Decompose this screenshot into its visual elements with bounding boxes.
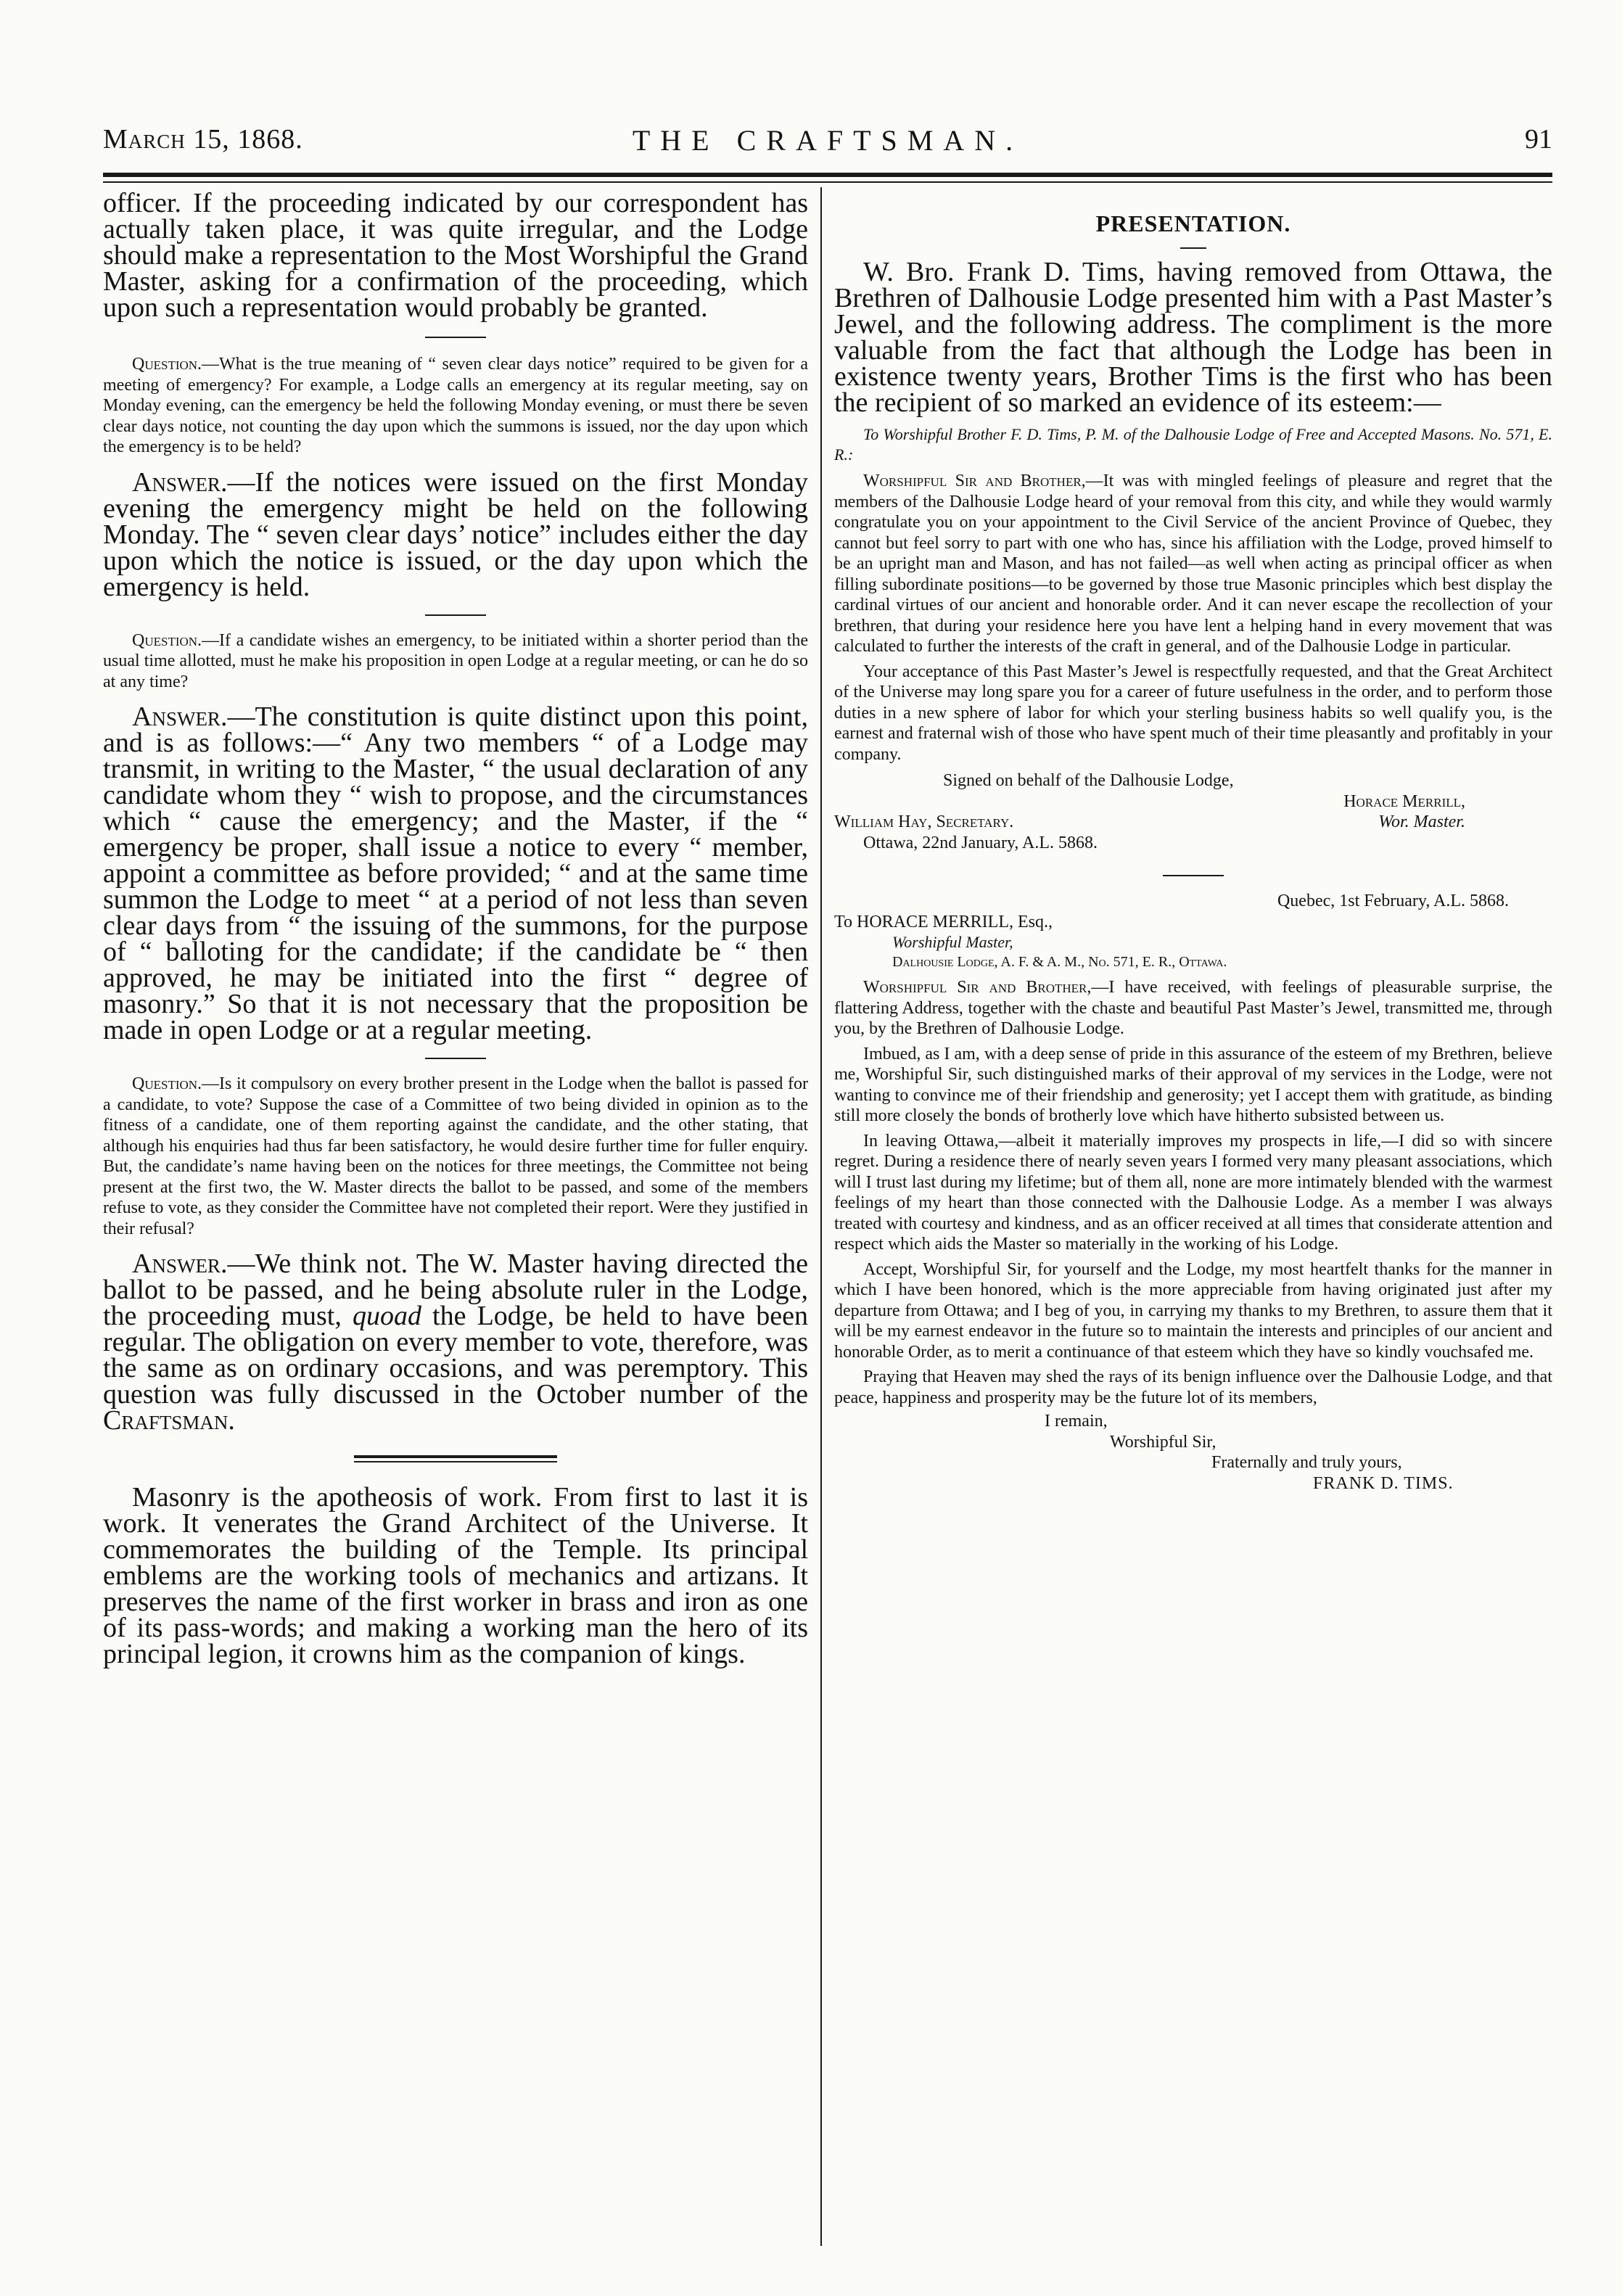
reply-recipient: To HORACE MERRILL, Esq., xyxy=(834,912,1053,931)
section-double-rule xyxy=(354,1455,557,1462)
reply-paragraph-5: Praying that Heaven may shed the rays of its benign influence over the Dalhousie Lodge, and that peace, happiness and prosperity may be the future lot of its members, xyxy=(834,1367,1552,1407)
question-3 xyxy=(103,1074,808,1239)
signed-date: Ottawa, 22nd January, A.L. 5868. xyxy=(863,833,1098,852)
section-rule xyxy=(425,337,486,338)
craftsman-ref: Craftsman. xyxy=(103,1405,235,1436)
answer-text-cont: the Lodge, be held to have been regular. The obligation on every member to vote, therefore, was the same as on ordinary occasions, and was peremptory. This question was fully discussed in the October number of the xyxy=(103,1301,808,1410)
answer-3 xyxy=(103,1248,808,1436)
reply-paragraph-2: Imbued, as I am, with a deep sense of pride in this assurance of the esteem of my Brethren, believe me, Worshipful Sir, such distinguished marks of their approval of my services in the Lodge, were not wanting to convince me of their friendship and generosity; yet I accept them with gratitude, as binding still more closely the bonds of brotherly love which have hitherto subsisted between us. xyxy=(834,1044,1552,1125)
reply-recipient-title: Worshipful Master, xyxy=(892,933,1013,951)
question-text: —Is it compulsory on every brother present in the Lodge when the ballot is passed for a candidate, to vote? Suppose the case of a Committee of two being divided in opinion as to the fitness of a candidate, one of them reporting against the candidate, and the other stating, that although his enquiries had thus far been satisfactory, he would desire further time for fuller enquiry. But, the candidate’s name having been on the notices for three meetings, the Committee not being present at the first two, the W. Master directs the ballot to be passed, and some of the members refuse to vote, as they consider the Committee have not completed their report. Were they justified in their refusal? xyxy=(103,1074,808,1238)
address-paragraph-1 xyxy=(834,471,1552,657)
masonry-paragraph: Masonry is the apotheosis of work. From first to last it is work. It venerates the Grand Architect of the Universe. It commemorates the building of the Temple. Its principal emblems are the working tools of mechanics and artizans. It preserves the name of the first worker in brass and iron as one of its pass-words; and making a working man the hero of its principal legion, it crowns him as the companion of kings. xyxy=(103,1482,808,1669)
publication-title: THE CRAFTSMAN. xyxy=(632,124,1024,157)
address-recipient: To Worshipful Brother F. D. Tims, P. M. of the Dalhousie Lodge of Free and Accepted Masons. No. 571, E. R.: xyxy=(834,425,1552,464)
closing-salutation: Worshipful Sir, xyxy=(1110,1432,1216,1452)
issue-date: March 15, 1868. xyxy=(103,124,303,155)
closing-signature: FRANK D. TIMS. xyxy=(1313,1473,1454,1493)
signature-row xyxy=(834,812,1552,833)
answer-1 xyxy=(103,466,808,602)
signed-line: Signed on behalf of the Dalhousie Lodge, xyxy=(943,771,1234,790)
header-rule-thin xyxy=(103,181,1552,183)
question-text: —If a candidate wishes an emergency, to be initiated within a shorter period than the usual time allotted, must he make his proposition in open Lodge at a regular meeting, or can he do so at any time? xyxy=(103,630,808,691)
secretary-signature: William Hay, Secretary. xyxy=(834,812,1014,831)
address-paragraph-2: Your acceptance of this Past Master’s Jewel is respectfully requested, and that the Great Architect of the Universe may long spare you for a career of future usefulness in the order, and to perform those duties in a new sphere of labor for which your sterling business habits so well qualify you, is the earnest and fraternal wish of those who have spent much of their time pleasantly and profitably in your company. xyxy=(834,662,1552,764)
question-text: —What is the true meaning of “ seven clear days notice” required to be given for a meeting of emergency? For example, a Lodge calls an emergency at its regular meeting, say on Monday evening, can the emergency be held the following Monday evening, or must there be seven clear days notice, not counting the day upon which the summons is issued, nor the day upon which the emergency is to be held? xyxy=(103,355,808,456)
column-divider xyxy=(820,187,822,2246)
reply-paragraph-4: Accept, Worshipful Sir, for yourself and the Lodge, my most heartfelt thanks for the manner in which I have been honored, which is the more appreciable from having originated just after my departure from Ottawa; and I beg of you, in carrying my thanks to my Brethren, to assure them that it will be my earnest endeavor in the future so to maintain the interests and principles of our ancient and honorable Order, as to merit a continuance of that esteem which they have so kindly vouchsafed me. xyxy=(834,1259,1552,1362)
answer-label: Answer. xyxy=(132,1248,228,1279)
reply-recipient-lodge: Dalhousie Lodge, A. F. & A. M., No. 571, E. R., Ottawa. xyxy=(892,954,1227,970)
section-rule xyxy=(425,614,486,616)
answer-text: —We think not. The W. Master having directed the ballot to be passed, and he being absolute ruler in the Lodge, the proceeding must, xyxy=(103,1248,808,1331)
presentation-heading: PRESENTATION. xyxy=(1095,210,1291,236)
question-1 xyxy=(103,354,808,458)
presentation-intro: W. Bro. Frank D. Tims, having removed from Ottawa, the Brethren of Dalhousie Lodge presented him with a Past Master’s Jewel, and the following address. The compliment is the more valuable from the fact that although the Lodge has been in existence twenty years, Brother Tims is the first who has been the recipient of so marked an evidence of its esteem:— xyxy=(834,257,1552,418)
question-label: Question. xyxy=(132,630,202,650)
signer-title: Wor. Master. xyxy=(1378,812,1465,831)
heading-rule xyxy=(1180,247,1206,249)
answer-text: —The constitution is quite distinct upon this point, and is as follows:—“ Any two members “ of a Lodge may transmit, in writing to the Master, “ the usual declaration of any candidate whom they “ wish to propose, and the circumstances which “ cause the emergency; and the Master, if the “ emergency be proper, shall issue a notice to every “ member, appoint a committee as before provided; “ and at the same time summon the Lodge to meet “ at a period of not less than seven clear days from “ the issuing of the summons, for the purpose of “ balloting for the candidate; if the candidate be “ then approved, he may be initiated into the first “ degree of masonry.” So that it is not necessary that the proposition be made in open Lodge or at a regular meeting. xyxy=(103,701,808,1045)
section-rule xyxy=(1163,875,1224,876)
answer-2 xyxy=(103,701,808,1045)
header-rule-thick xyxy=(103,173,1552,177)
answer-quoad: quoad xyxy=(352,1301,421,1331)
closing-fraternally: Fraternally and truly yours, xyxy=(1211,1453,1402,1472)
right-column xyxy=(834,190,1552,1494)
question-label: Question. xyxy=(132,355,202,374)
reply-date: Quebec, 1st February, A.L. 5868. xyxy=(1277,892,1509,910)
question-2 xyxy=(103,630,808,693)
answer-label: Answer. xyxy=(132,466,228,498)
closing-remain: I remain, xyxy=(1045,1412,1108,1431)
reply-paragraph-1 xyxy=(834,977,1552,1040)
section-rule xyxy=(425,1058,486,1059)
address-text: —It was with mingled feelings of pleasure and regret that the members of the Dalhousie Lodge heard of your removal from this city, and while they would warmly congratulate you on your appointment to the Civil Service of the ancient Province of Quebec, they cannot but feel sorry to part with one who has, since his affiliation with the Lodge, proved himself to be an upright man and Mason, and has not failed—as well when acting as principal officer as when filling subordinate positions—to be governed by those true Masonic principles which best display the cardinal virtues of our ancient and honorable order. And it can never escape the recollection of your brethren, that during your residence here you have lent a helping hand in every movement that was calculated to further the interests of the craft in general, and of the Dalhousie Lodge in particular. xyxy=(834,472,1552,656)
reply-salutation: Worshipful Sir and Brother, xyxy=(863,978,1092,997)
continued-paragraph: officer. If the proceeding indicated by our correspondent has actually taken place, it was quite irregular, and the Lodge should make a representation to the Most Worshipful the Grand Master, asking for a confirmation of the proceeding, which upon such a representation would probably be granted. xyxy=(103,188,808,323)
answer-text: —If the notices were issued on the first Monday evening the emergency might be held on the following Monday. The “ seven clear days’ notice” includes either the day upon which the notice is issued, or the day upon which the emergency is held. xyxy=(103,466,808,602)
signer-name: Horace Merrill, xyxy=(1343,791,1465,811)
question-label: Question. xyxy=(132,1074,202,1093)
page-number: 91 xyxy=(1525,124,1552,155)
reply-paragraph-3: In leaving Ottawa,—albeit it materially improves my prospects in life,—I did so with sincere regret. During a residence there of nearly seven years I formed very many pleasant associations, which will I trust last during my lifetime; but of them all, none are more intimately blended with the warmest feelings of my heart than those connected with the Dalhousie Lodge. As a member I was always treated with courtesy and kindness, and as an officer received at all times that considerate attention and respect which aids the Master so materially in the working of his Lodge. xyxy=(834,1131,1552,1254)
page-header xyxy=(103,123,1552,167)
address-salutation: Worshipful Sir and Brother, xyxy=(863,472,1086,490)
reply-text: —I have received, with feelings of pleasurable surprise, the flattering Address, together with the chaste and beautiful Past Master’s Jewel, transmitted me, through you, by the Brethren of Dalhousie Lodge. xyxy=(834,978,1553,1038)
left-column xyxy=(103,190,808,1667)
answer-label: Answer. xyxy=(132,701,228,732)
